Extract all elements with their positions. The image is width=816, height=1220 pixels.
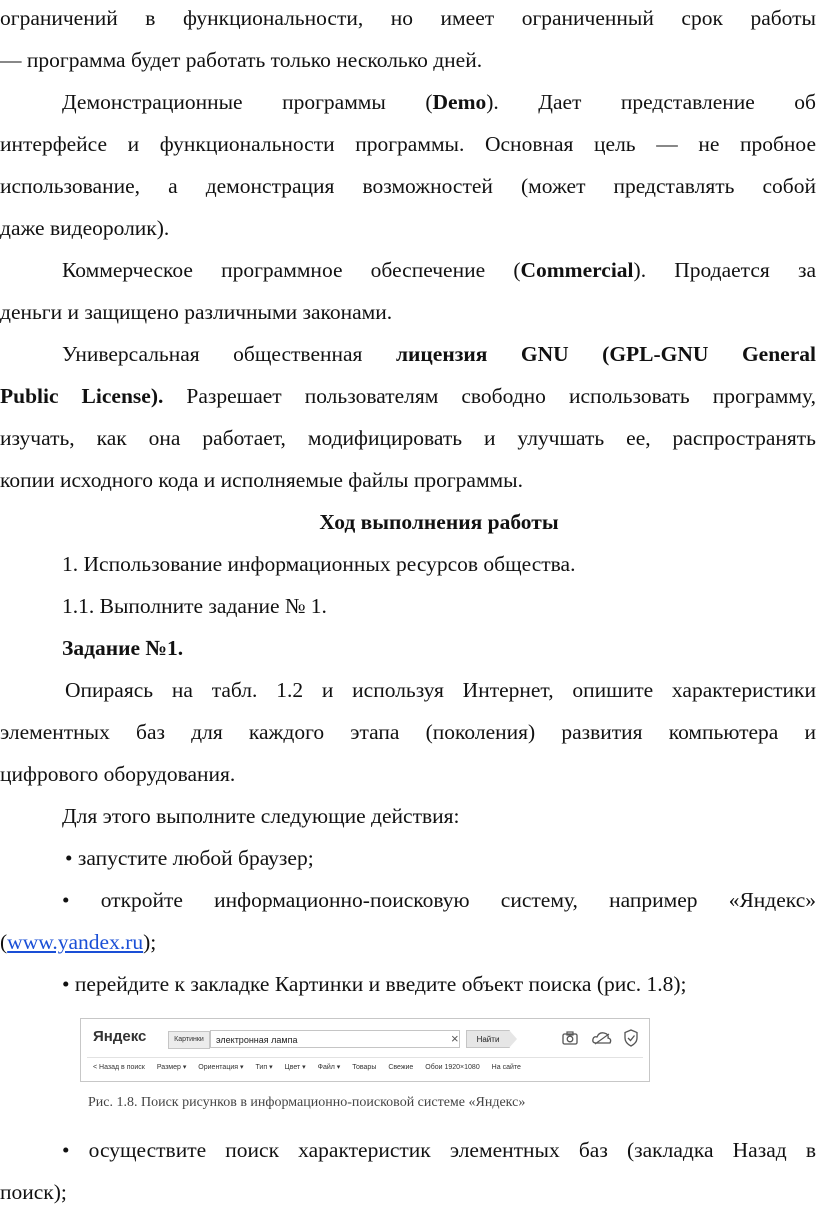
bullet-item: • откройте информационно-поисковую систему, например «Яндекс»	[62, 888, 816, 912]
divider	[87, 1057, 643, 1058]
section-heading: Ход выполнения работы	[319, 510, 559, 534]
clear-icon[interactable]: ×	[451, 1031, 459, 1046]
demo-paragraph-line: Демонстрационные программы (Demo). Дает представление об	[62, 90, 816, 114]
figure-yandex-search	[80, 1018, 650, 1082]
figure-caption: Рис. 1.8. Поиск рисунков в информационно-поисковой системе «Яндекс»	[88, 1095, 526, 1110]
bullet-item: • осуществите поиск характеристик элементных баз (закладка Назад в	[62, 1138, 816, 1162]
actions-intro: Для этого выполните следующие действия:	[62, 804, 460, 828]
filter-color[interactable]: Цвет ▾	[284, 1064, 306, 1071]
bullet-item: • запустите любой браузер;	[65, 846, 314, 870]
gnu-paragraph-line: Public License). Разрешает пользователям свободно использовать программу,	[0, 384, 816, 408]
task-title: Задание №1.	[62, 636, 184, 660]
filter-orientation[interactable]: Ориентация ▾	[198, 1064, 244, 1071]
shield-icon[interactable]	[623, 1029, 639, 1047]
filter-type[interactable]: Тип ▾	[255, 1064, 273, 1071]
demo-paragraph-line: интерфейсе и функциональности программы. Основная цель — не пробное	[0, 132, 816, 156]
yandex-logo: Яндекс	[93, 1028, 147, 1045]
task-line: цифрового оборудования.	[0, 762, 236, 786]
gnu-paragraph-line: изучать, как она работает, модифицировать и улучшать ее, распространять	[0, 426, 816, 450]
gnu-paragraph-line: копии исходного кода и исполняемые файлы программы.	[0, 468, 523, 492]
cloud-icon[interactable]	[591, 1029, 613, 1047]
step-1: 1. Использование информационных ресурсов общества.	[62, 552, 576, 576]
task-line: Опираясь на табл. 1.2 и используя Интернет, опишите характеристики	[65, 678, 816, 702]
demo-paragraph-line: даже видеоролик).	[0, 216, 170, 240]
gnu-paragraph-line: Универсальная общественная лицензия GNU (GPL-GNU General	[62, 342, 816, 366]
bullet-item-continuation: поиск);	[0, 1180, 67, 1204]
images-tab[interactable]: Картинки	[168, 1031, 210, 1049]
back-to-search-link[interactable]: < Назад в поиск	[93, 1064, 145, 1071]
search-input[interactable]: электронная лампа	[210, 1030, 460, 1048]
commercial-paragraph-line: деньги и защищено различными законами.	[0, 300, 393, 324]
search-button[interactable]: Найти	[466, 1030, 510, 1048]
bullet-item-continuation: (www.yandex.ru);	[0, 930, 157, 954]
task-line: элементных баз для каждого этапа (поколения) развития компьютера и	[0, 720, 816, 744]
bullet-item: • перейдите к закладке Картинки и введите объект поиска (рис. 1.8);	[62, 972, 687, 996]
filter-wallpaper[interactable]: Обои 1920×1080	[425, 1064, 480, 1071]
step-1-1: 1.1. Выполните задание № 1.	[62, 594, 327, 618]
paragraph-line: — программа будет работать только несколько дней.	[0, 48, 483, 72]
filter-on-site[interactable]: На сайте	[491, 1064, 521, 1071]
filter-fresh[interactable]: Свежие	[388, 1064, 414, 1071]
paragraph-line: ограничений в функциональности, но имеет ограниченный срок работы	[0, 6, 816, 30]
commercial-paragraph-line: Коммерческое программное обеспечение (Commercial). Продается за	[62, 258, 816, 282]
filter-bar	[93, 1063, 531, 1071]
demo-paragraph-line: использование, а демонстрация возможностей (может представлять собой	[0, 174, 816, 198]
filter-file[interactable]: Файл ▾	[317, 1064, 341, 1071]
filter-size[interactable]: Размер ▾	[156, 1064, 187, 1071]
yandex-link[interactable]: www.yandex.ru	[7, 930, 144, 954]
filter-goods[interactable]: Товары	[352, 1064, 377, 1071]
camera-icon[interactable]	[561, 1029, 579, 1047]
